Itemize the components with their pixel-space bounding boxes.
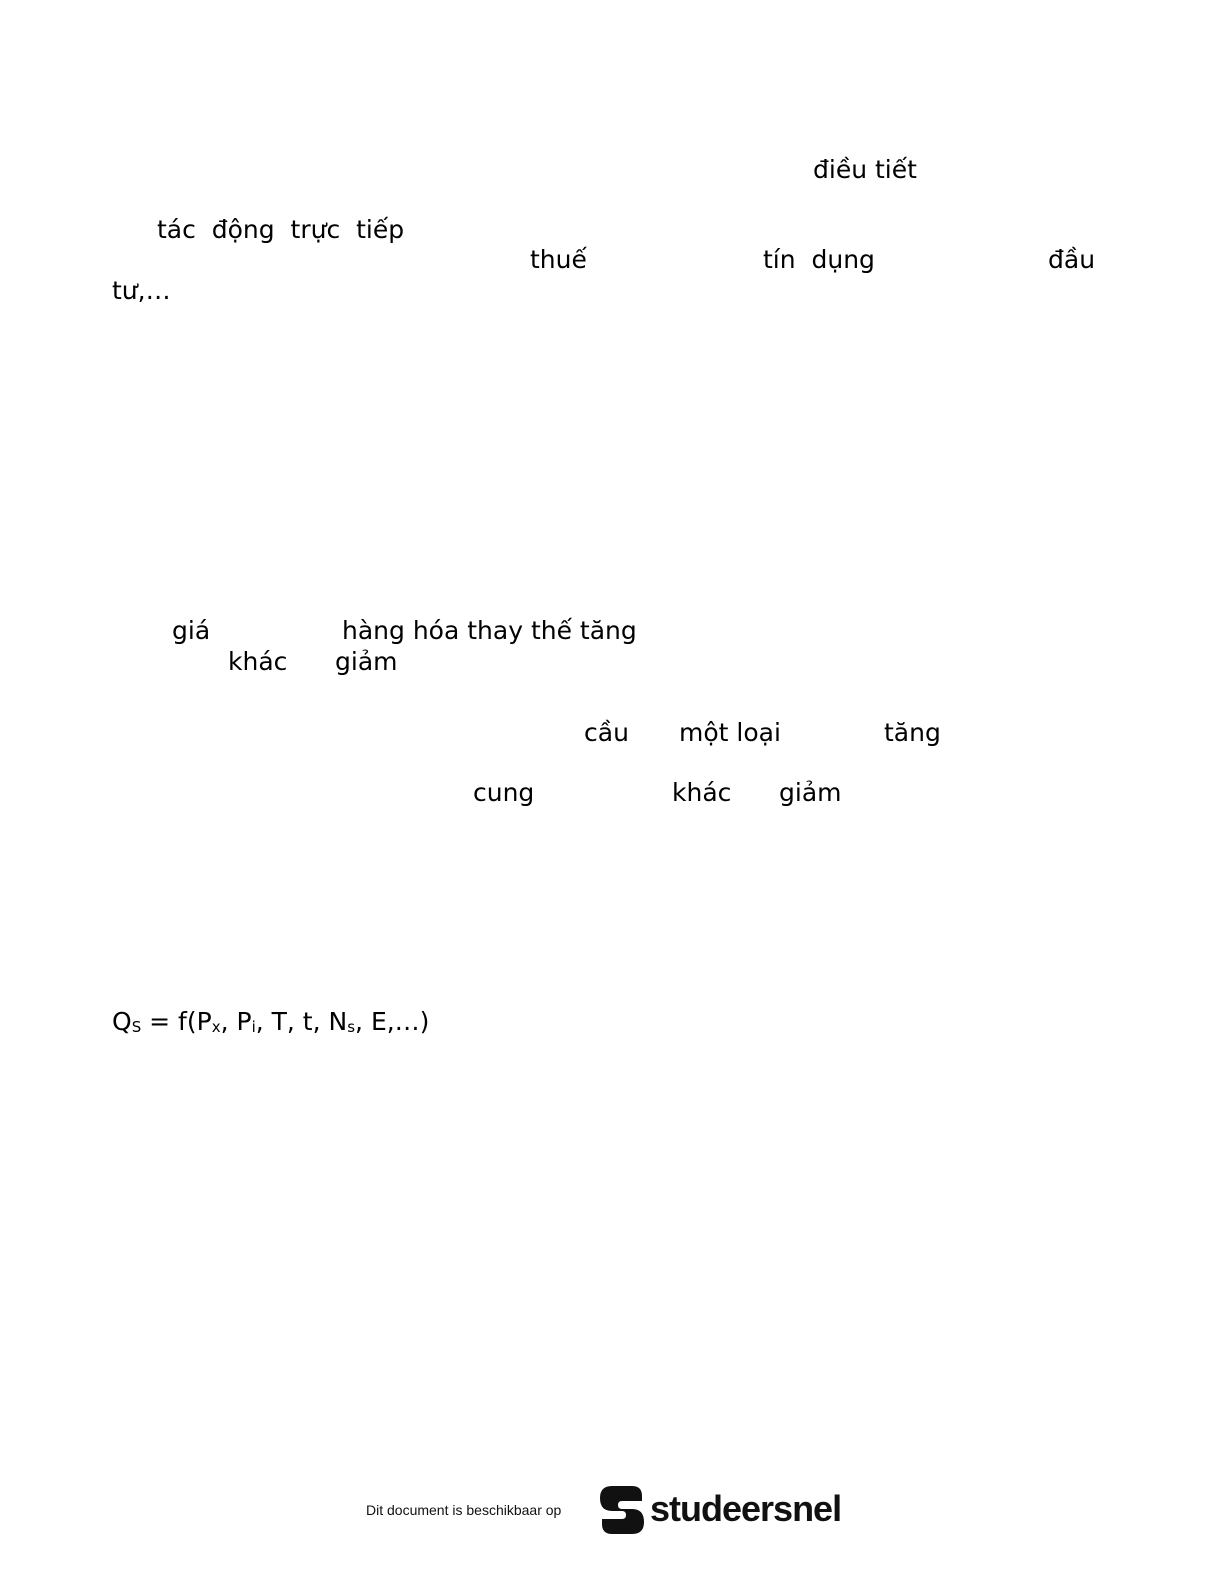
formula-ns-subscript: s (347, 1018, 356, 1036)
text-fragment: giảm (779, 778, 842, 807)
text-fragment: tín dụng (763, 245, 875, 274)
formula-mid: , T, t, N (255, 1007, 348, 1036)
studeersnel-footer[interactable] (366, 1484, 856, 1536)
formula-q: Q (112, 1007, 132, 1036)
formula-p2: , P (220, 1007, 252, 1036)
text-fragment: khác (672, 778, 732, 807)
text-fragment: tư,… (112, 276, 171, 305)
studeersnel-logo-icon[interactable] (598, 1484, 646, 1536)
formula-q-subscript: S (131, 1018, 142, 1036)
text-fragment: tác động trực tiếp (157, 215, 405, 244)
supply-function-formula (112, 1007, 429, 1042)
text-fragment: một loại (679, 718, 781, 747)
text-fragment: khác (228, 647, 288, 676)
formula-pi-subscript: i (251, 1018, 256, 1036)
text-fragment: giá (172, 616, 211, 645)
text-fragment: cầu (584, 718, 629, 747)
text-fragment: cung (473, 778, 535, 807)
formula-tail: , E,…) (355, 1007, 430, 1036)
text-fragment: điều tiết (813, 155, 917, 184)
text-fragment: tăng (884, 718, 941, 747)
studeersnel-brand[interactable]: studeersnel (650, 1488, 842, 1529)
text-fragment: đầu (1048, 245, 1096, 274)
footer-availability-text: Dit document is beschikbaar op (366, 1502, 562, 1518)
text-fragment: giảm (335, 647, 398, 676)
text-fragment: hàng hóa thay thế tăng (342, 616, 637, 645)
formula-px-subscript: x (211, 1018, 221, 1036)
formula-eq: = f(P (141, 1007, 212, 1036)
text-fragment: thuế (530, 245, 587, 274)
